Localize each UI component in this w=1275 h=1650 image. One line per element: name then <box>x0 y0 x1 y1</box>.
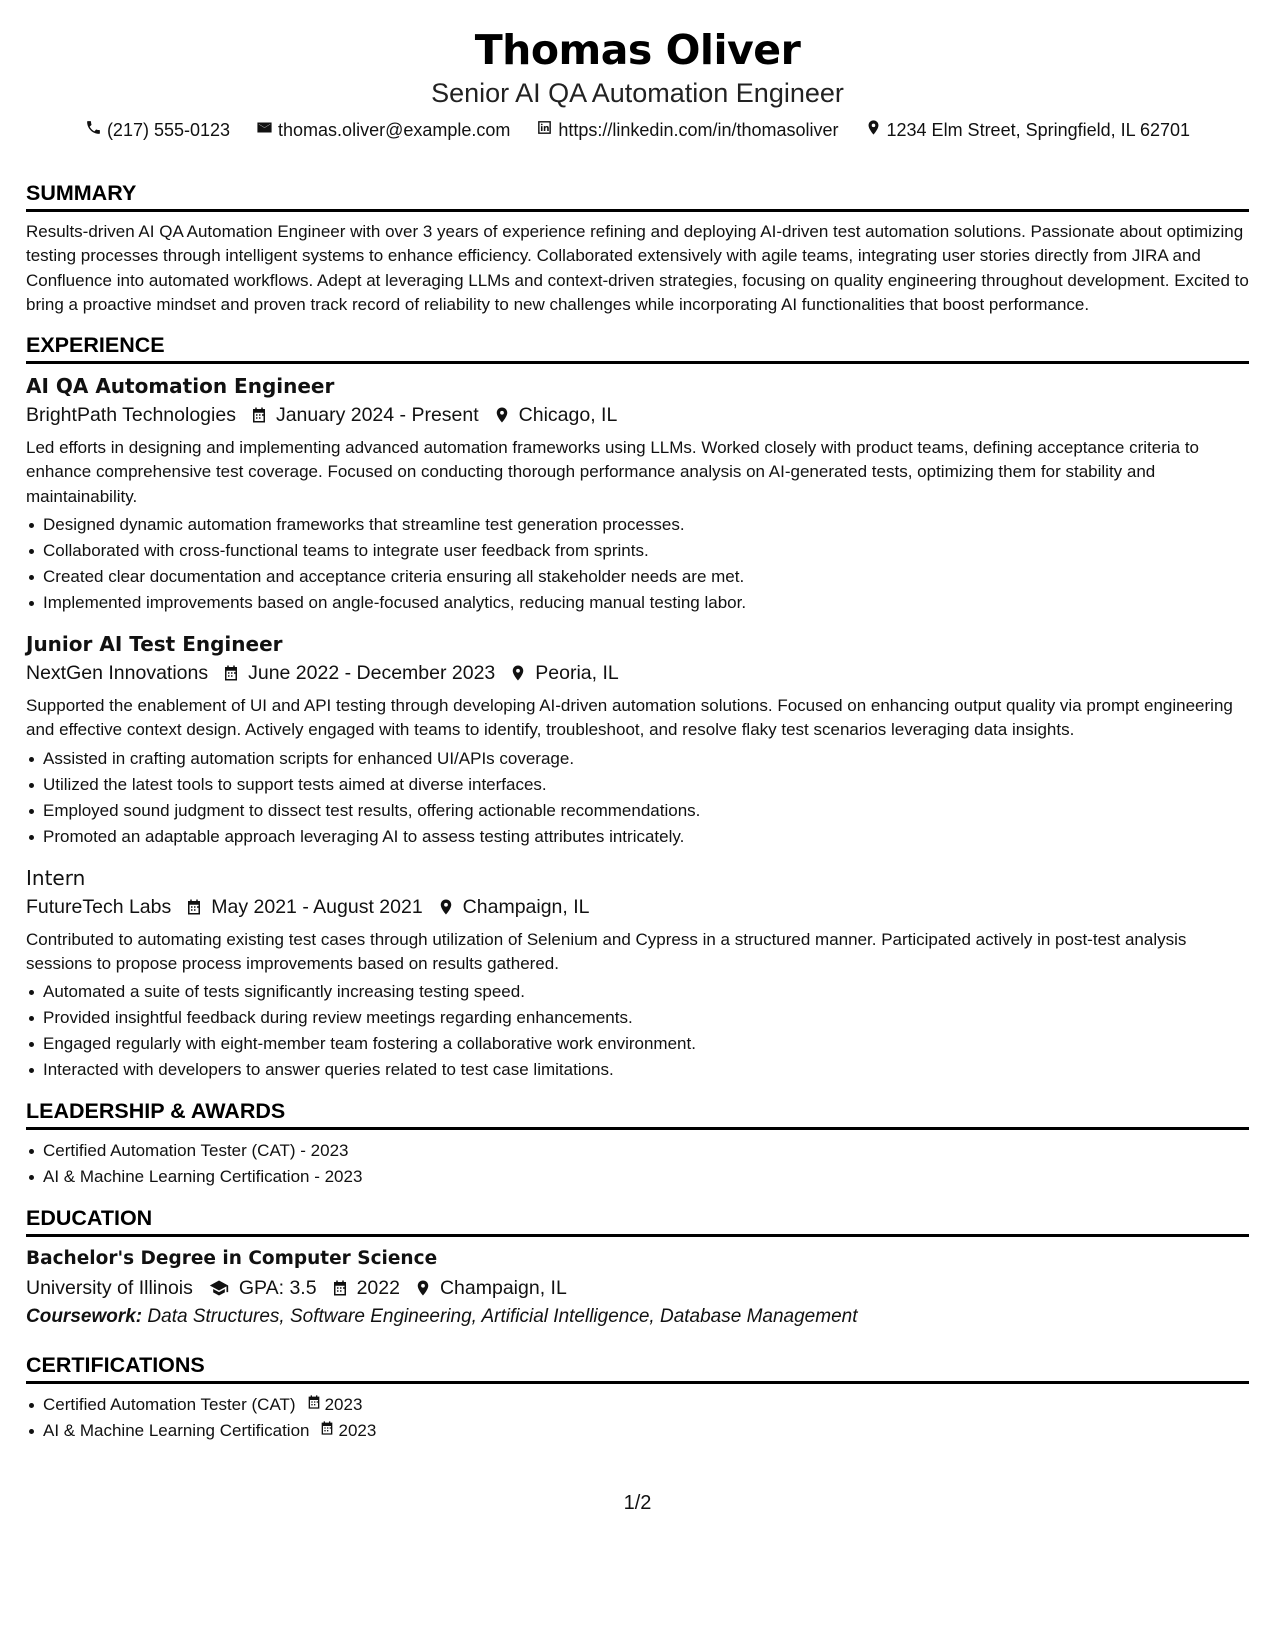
summary-section <box>26 179 1249 317</box>
list-item: Promoted an adaptable approach leveraging AI to assess testing attributes intricately. <box>26 824 1249 850</box>
section-divider <box>26 361 1249 364</box>
calendar-icon <box>185 898 203 916</box>
contact-phone[interactable] <box>85 117 230 143</box>
certification-name: Certified Automation Tester (CAT) <box>43 1395 296 1415</box>
summary-text: Results-driven AI QA Automation Engineer with over 3 years of experience refining and deploying AI-driven test automation solutions. Passionate about optimizing testing processes through intelligent systems to enhance efficiency. Collaborated extensively with agile teams, integrating user stories directly from JIRA and Confluence into automated workflows. Adept at leveraging LLMs and context-driven strategies, focusing on quality engineering throughout development. Excited to bring a proactive mindset and proven track record of reliability to new challenges while incorporating AI functionalities that boost performance. <box>26 222 1249 314</box>
certification-year: 2023 <box>338 1421 377 1441</box>
list-item: Implemented improvements based on angle-focused analytics, reducing manual testing labor. <box>26 590 1249 616</box>
list-item: Interacted with developers to answer queries related to test case limitations. <box>26 1057 1249 1083</box>
list-item: AI & Machine Learning Certification - 2023 <box>26 1164 1249 1190</box>
candidate-name: Thomas Oliver <box>474 26 801 74</box>
job-title: Intern <box>26 865 86 890</box>
education-degree: Bachelor's Degree in Computer Science <box>26 1248 438 1270</box>
list-item: Designed dynamic automation frameworks that streamline test generation processes. <box>26 512 1249 538</box>
education-year: 2022 <box>356 1277 400 1300</box>
education-meta <box>26 1273 1249 1303</box>
job-description: Supported the enablement of UI and API testing through developing AI-driven automation solutions. Focused on enhancing output quality via prompt engineering and effective context design. Actively engaged with teams to identify, troubleshoot, and resolve flaky test scenarios leveraging data insights. <box>26 696 1233 740</box>
job-company: BrightPath Technologies <box>26 404 236 427</box>
certification-year: 2023 <box>324 1395 363 1415</box>
location-pin-icon <box>493 406 511 424</box>
contact-email-text: thomas.oliver@example.com <box>278 120 511 140</box>
education-gpa: GPA: 3.5 <box>238 1277 317 1300</box>
coursework-label: Coursework: <box>26 1306 143 1328</box>
job-meta <box>26 400 1249 430</box>
education-coursework <box>26 1303 1249 1331</box>
job-bullets <box>26 746 1249 850</box>
resume-page <box>26 0 1249 1650</box>
section-divider <box>26 209 1249 212</box>
list-item: Certified Automation Tester (CAT) - 2023 <box>26 1138 1249 1164</box>
job-bullets <box>26 512 1249 616</box>
experience-section <box>26 331 1249 1083</box>
calendar-icon <box>250 406 268 424</box>
certifications-list <box>26 1392 1249 1444</box>
contact-linkedin[interactable] <box>536 117 838 143</box>
location-pin-icon <box>509 664 527 682</box>
list-item <box>26 1418 1249 1444</box>
job-location: Champaign, IL <box>462 895 590 918</box>
education-school: University of Illinois <box>26 1277 193 1300</box>
linkedin-icon <box>536 117 553 143</box>
list-item: Engaged regularly with eight-member team fostering a collaborative work environment. <box>26 1031 1249 1057</box>
certification-date <box>306 1392 363 1418</box>
calendar-icon <box>222 664 240 682</box>
envelope-icon <box>256 117 273 143</box>
graduation-cap-icon <box>207 1278 231 1298</box>
list-item: Assisted in crafting automation scripts for enhanced UI/APIs coverage. <box>26 746 1249 772</box>
calendar-icon <box>331 1279 349 1297</box>
section-heading-summary: SUMMARY <box>26 181 137 205</box>
list-item: Utilized the latest tools to support tests aimed at diverse interfaces. <box>26 772 1249 798</box>
job-title: AI QA Automation Engineer <box>26 374 335 399</box>
job-dates: May 2021 - August 2021 <box>211 895 423 918</box>
certification-name: AI & Machine Learning Certification <box>43 1421 310 1441</box>
contact-bar <box>26 117 1249 143</box>
section-divider <box>26 1234 1249 1237</box>
section-heading-leadership: LEADERSHIP & AWARDS <box>26 1099 286 1124</box>
job-description: Contributed to automating existing test cases through utilization of Selenium and Cypress in a structured manner. Participated actively in post-test analysis sessions to propose process improvements based on results gathered. <box>26 929 1187 973</box>
education-location: Champaign, IL <box>439 1277 567 1300</box>
job-description: Led efforts in designing and implementing advanced automation frameworks using LLMs. Worked closely with product teams, defining acceptance criteria to enhance comprehensive test coverage. Focused on conducting thorough performance analysis on AI-generated tests, optimizing them for stability and maintainability. <box>26 438 1199 506</box>
location-pin-icon <box>865 117 882 143</box>
job-entry <box>26 630 1249 850</box>
job-entry <box>26 372 1249 616</box>
coursework-text: Data Structures, Software Engineering, Artificial Intelligence, Database Management <box>147 1306 858 1328</box>
job-location: Chicago, IL <box>518 404 618 427</box>
list-item: Automated a suite of tests significantly increasing testing speed. <box>26 979 1249 1005</box>
list-item: Collaborated with cross-functional teams to integrate user feedback from sprints. <box>26 538 1249 564</box>
job-meta <box>26 658 1249 688</box>
candidate-title: Senior AI QA Automation Engineer <box>431 78 844 108</box>
section-heading-experience: EXPERIENCE <box>26 333 165 358</box>
location-pin-icon <box>414 1279 432 1297</box>
location-pin-icon <box>437 898 455 916</box>
resume-header <box>26 0 1249 143</box>
contact-linkedin-text: https://linkedin.com/in/thomasoliver <box>558 120 839 140</box>
job-company: FutureTech Labs <box>26 895 172 918</box>
section-heading-certifications: CERTIFICATIONS <box>26 1353 205 1378</box>
job-company: NextGen Innovations <box>26 662 209 685</box>
certifications-section <box>26 1351 1249 1444</box>
job-bullets <box>26 979 1249 1083</box>
job-meta <box>26 892 1249 922</box>
job-location: Peoria, IL <box>535 662 619 685</box>
list-item: Employed sound judgment to dissect test results, offering actionable recommendations. <box>26 798 1249 824</box>
section-divider <box>26 1381 1249 1384</box>
contact-address-text: 1234 Elm Street, Springfield, IL 62701 <box>886 120 1191 140</box>
contact-address <box>865 117 1191 143</box>
list-item <box>26 1392 1249 1418</box>
job-title: Junior AI Test Engineer <box>26 632 283 657</box>
list-item: Created clear documentation and acceptance criteria ensuring all stakeholder needs are met. <box>26 564 1249 590</box>
calendar-icon <box>306 1392 322 1418</box>
page-number: 1/2 <box>623 1492 652 1514</box>
leadership-section <box>26 1097 1249 1190</box>
certification-date <box>319 1418 376 1444</box>
list-item: Provided insightful feedback during review meetings regarding enhancements. <box>26 1005 1249 1031</box>
leadership-list <box>26 1138 1249 1190</box>
contact-email[interactable] <box>256 117 510 143</box>
job-dates: January 2024 - Present <box>275 404 479 427</box>
job-dates: June 2022 - December 2023 <box>248 662 496 685</box>
education-section <box>26 1204 1249 1331</box>
phone-icon <box>85 117 102 143</box>
calendar-icon <box>319 1418 335 1444</box>
contact-phone-text: (217) 555-0123 <box>106 120 231 140</box>
section-heading-education: EDUCATION <box>26 1206 153 1231</box>
section-divider <box>26 1127 1249 1130</box>
job-entry <box>26 864 1249 1084</box>
